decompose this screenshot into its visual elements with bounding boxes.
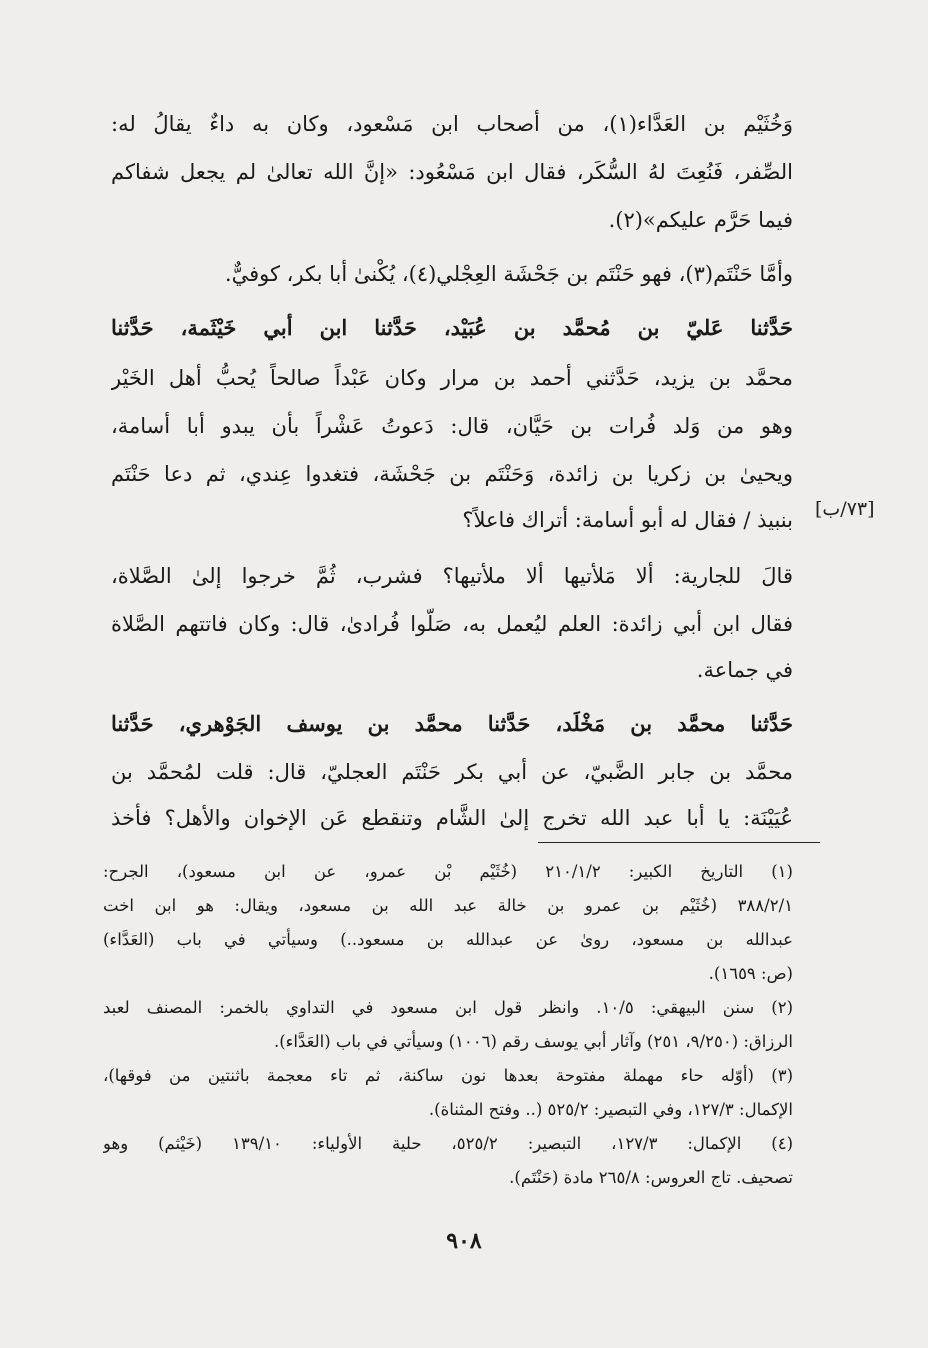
body-line-13: حَدَّثنا محمَّد بن مَخْلَد، حَدَّثنا محمَّد بن يوسف الجَوْهري، حَدَّثنا: [111, 711, 793, 736]
body-line-3: فيما حَرَّم عليكم»(٢).: [608, 208, 793, 232]
footnote-line-5: (٢) سنن البيهقي: ١٠/٥. وانظر قول ابن مسعود في التداوي بالخمر: المصنف لعبد: [103, 998, 793, 1017]
body-line-8: ويحيىٰ بن زكريا بن زائدة، وَحَنْتَم بن جَحْشَة، فتغدوا عِندي، ثم دعا حَنْتَم: [111, 462, 793, 486]
footnote-line-4: (ص: ١٦٥٩).: [708, 964, 793, 983]
footnote-line-8: الإكمال: ١٢٧/٣، وفي التبصير: ٥٢٥/٢ (.. وفتح المثناة).: [428, 1100, 793, 1119]
body-line-11: فقال ابن أبي زائدة: العلم ليُعمل به، صَلّوا فُرادىٰ، قال: وكان فاتتهم الصَّلاة: [111, 612, 793, 636]
footnote-separator: [538, 842, 820, 843]
body-line-9: بنبيذ / فقال له أبو أسامة: أتراك فاعلاً؟: [462, 508, 793, 532]
footnote-line-2: ٣٨٨/٢/١ (خُثَيْم بن عمرو بن خالة عبد الله بن مسعود، ويقال: هو ابن اخت: [103, 896, 793, 915]
body-line-12: في جماعة.: [696, 658, 793, 682]
footnote-line-1: (١) التاريخ الكبير: ٢١٠/١/٢ (خُثَيْم بْن عمرو، عن ابن مسعود)، الجرح:: [103, 862, 793, 881]
footnote-line-9: (٤) الإكمال: ١٢٧/٣، التبصير: ٥٢٥/٢، حلية الأولياء: ١٣٩/١٠ (خَيْثم) وهو: [103, 1134, 793, 1153]
manuscript-folio-marker: [٧٣/ب]: [815, 498, 875, 520]
body-line-14: محمَّد بن جابر الضَّبيّ، عن أبي بكر حَنْتَم العجليّ، قال: قلت لمُحمَّد بن: [111, 760, 793, 784]
body-line-5: حَدَّثنا عَليّ بن مُحمَّد بن عُبَيْد، حَدَّثنا ابن أبي خَيْثَمة، حَدَّثنا: [111, 315, 793, 340]
footnote-line-7: (٣) (أوّله حاء مهملة مفتوحة بعدها نون ساكنة، ثم تاء معجمة باثنتين من فوقها)،: [103, 1066, 793, 1085]
footnote-line-10: تصحيف. تاج العروس: ٢٦٥/٨ مادة (حَنْتَم).: [509, 1168, 793, 1187]
footnote-line-3: عبدالله بن مسعود، روىٰ عن عبدالله بن مسعود..) وسيأتي في باب (العَدَّاء): [103, 930, 793, 949]
page-number: ٩٠٨: [446, 1228, 482, 1254]
body-line-10: قالَ للجارية: ألا مَلأتيها ألا ملأتيها؟ فشرب، ثُمَّ خرجوا إلىٰ الصَّلاة،: [111, 564, 793, 588]
body-line-7: وهو من وَلد فُرات بن حَيَّان، قال: دَعوتُ عَشْراً بأن يبدو أبا أسامة،: [111, 414, 793, 438]
body-line-4: وأمَّا حَنْتَم(٣)، فهو حَنْتَم بن جَحْشَة العِجْلي(٤)، يُكْنىٰ أبا بكر، كوفيٌّ.: [224, 262, 793, 286]
body-line-2: الصِّفر، فَنُعِتَ لهُ السُّكَر، فقال ابن مَسْعُود: «إنَّ الله تعالىٰ لم يجعل شفاكم: [111, 160, 793, 184]
body-line-6: محمَّد بن يزيد، حَدَّثني أحمد بن مرار وكان عَبْداً صالحاً يُحبُّ أهل الخَيْر: [111, 366, 793, 390]
footnote-line-6: الرزاق: (٩/٢٥٠، ٢٥١) وآثار أبي يوسف رقم (١٠٠٦) وسيأتي في باب (العَدَّاء).: [273, 1032, 793, 1051]
body-line-1: وَخُثَيْم بن العَدَّاء(١)، من أصحاب ابن مَسْعود، وكان به داءٌ يقالُ له:: [111, 112, 793, 136]
body-line-15: عُيَيْنَة: يا أبا عبد الله تخرج إلىٰ الشَّام وتنقطع عَن الإخوان والأهل؟ فأخذ: [111, 806, 793, 830]
